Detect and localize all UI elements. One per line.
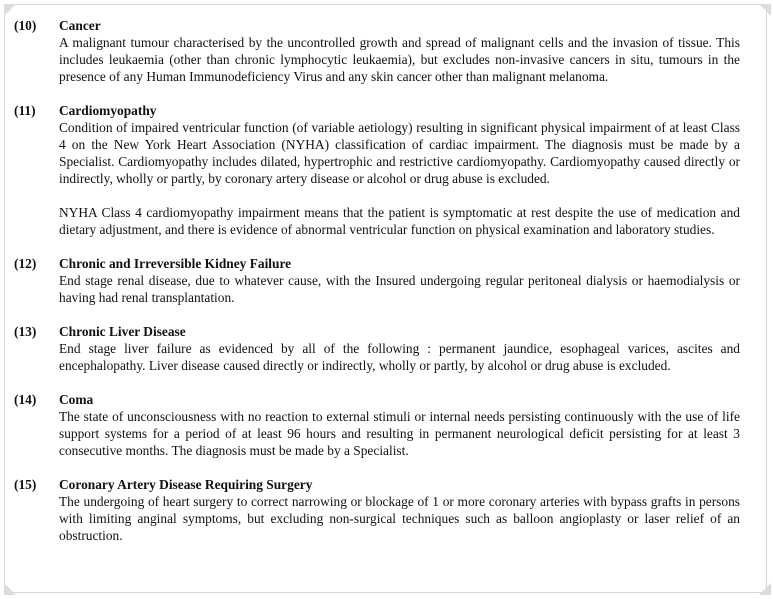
- page-corner-top-left: [4, 4, 16, 16]
- page-corner-bottom-right: [759, 583, 771, 595]
- section-coma: [14, 391, 740, 459]
- section-title: Coronary Artery Disease Requiring Surgery: [59, 477, 313, 492]
- section-paragraph: The state of unconsciousness with no reaction to external stimuli or internal needs persisting continuously with the use of life support systems for a period of at least 96 hours and resulting in permanent neurological deficit persisting for at least 3 consecutive months. The diagnosis must be made by a Specialist.: [59, 409, 740, 458]
- section-number: (10): [14, 18, 37, 33]
- page-corner-top-right: [759, 4, 771, 16]
- section-number: (12): [14, 256, 37, 271]
- section-title: Cancer: [59, 18, 101, 33]
- section-cardiomyopathy: [14, 102, 740, 238]
- section-number: (15): [14, 477, 37, 492]
- section-title: Coma: [59, 392, 94, 407]
- section-title: Chronic and Irreversible Kidney Failure: [59, 256, 292, 271]
- section-coronary-artery-surgery: [14, 476, 740, 544]
- section-paragraph: The undergoing of heart surgery to correct narrowing or blockage of 1 or more coronary arteries with bypass grafts in persons with limiting anginal symptoms, but excluding non-surgical techniques such as balloon angioplasty or laser relief of an obstruction.: [59, 494, 740, 543]
- section-cancer: [14, 17, 740, 85]
- section-paragraph: End stage liver failure as evidenced by all of the following : permanent jaundice, esophageal varices, ascites and encephalopathy. Liver disease caused directly or indirectly, wholly or partly, by alcohol or drug abuse is excluded.: [59, 341, 740, 373]
- section-paragraph: End stage renal disease, due to whatever cause, with the Insured undergoing regular peritoneal dialysis or haemodialysis or having had renal transplantation.: [59, 273, 740, 305]
- page-corner-bottom-left: [4, 583, 16, 595]
- section-paragraph: NYHA Class 4 cardiomyopathy impairment means that the patient is symptomatic at rest despite the use of medication and dietary adjustment, and there is evidence of abnormal ventricular function on physical examination and laboratory studies.: [59, 205, 740, 237]
- document-content: [14, 17, 740, 561]
- section-kidney-failure: [14, 255, 740, 306]
- section-paragraph: Condition of impaired ventricular function (of variable aetiology) resulting in significant physical impairment of at least Class 4 on the New York Heart Association (NYHA) classification of cardiac impairment. The diagnosis must be made by a Specialist. Cardiomyopathy includes dilated, hypertrophic and restrictive cardiomyopathy. Cardiomyopathy caused directly or indirectly, wholly or partly, by coronary artery disease or alcohol or drug abuse is excluded.: [59, 120, 740, 186]
- section-number: (13): [14, 324, 37, 339]
- section-title: Chronic Liver Disease: [59, 324, 186, 339]
- section-title: Cardiomyopathy: [59, 103, 157, 118]
- section-liver-disease: [14, 323, 740, 374]
- section-paragraph: A malignant tumour characterised by the uncontrolled growth and spread of malignant cells and the invasion of tissue. This includes leukaemia (other than chronic lymphocytic leukaemia), but excludes non-invasive cancers in situ, tumours in the presence of any Human Immunodeficiency Virus and any skin cancer other than malignant melanoma.: [59, 35, 740, 84]
- section-number: (14): [14, 392, 37, 407]
- section-number: (11): [14, 103, 36, 118]
